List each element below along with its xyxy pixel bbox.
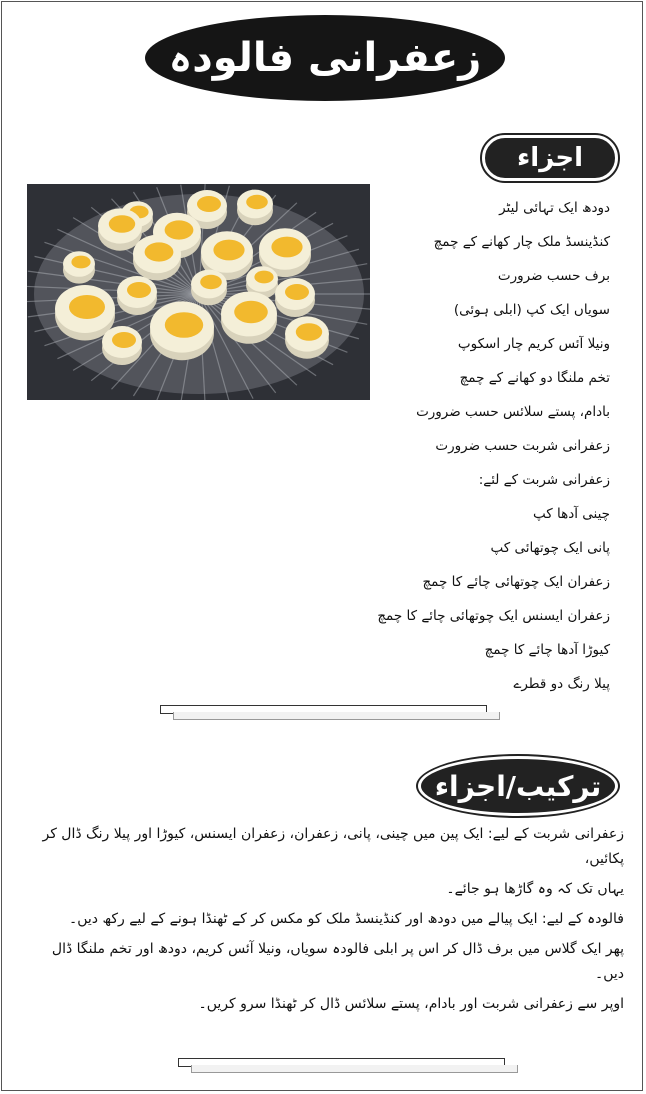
saffron-topping: [271, 237, 302, 258]
saffron-topping: [234, 301, 268, 323]
saffron-topping: [165, 220, 194, 239]
ingredient-item: زعفرانی شربت حسب ضرورت: [435, 438, 610, 454]
saffron-topping: [145, 242, 174, 261]
method-line: فالودہ کے لیے: ایک پیالے میں دودھ اور کنڈینسڈ ملک کو مکس کر کے ٹھنڈا ہونے کے لیے رکھ دیں۔: [69, 911, 624, 927]
ingredient-item: پیلا رنگ دو قطرے: [513, 676, 610, 692]
saffron-topping: [127, 282, 151, 298]
ingredient-item: سویاں ایک کپ (ابلی ہوئی): [453, 302, 610, 318]
ingredient-item: تخم ملنگا دو کھانے کے چمچ: [459, 370, 610, 386]
method-line: پھر ایک گلاس میں برف ڈال کر اس پر ابلی فالودہ سویاں، ونیلا آئس کریم، دودھ اور تخم ملنگا ڈال دیں۔: [51, 941, 624, 982]
ingredient-item: برف حسب ضرورت: [497, 268, 610, 284]
ingredients-list: [377, 196, 610, 706]
method-heading: ترکیب/اجزاء: [418, 756, 618, 816]
method-line: زعفرانی شربت کے لیے: ایک پین میں چینی، پانی، زعفران، زعفران ایسنس، کیوڑا اور پیلا رنگ ڈال کر پکائیں،: [42, 826, 624, 867]
saffron-topping: [165, 312, 203, 338]
saffron-topping: [69, 295, 105, 319]
saffron-topping: [285, 284, 309, 300]
ingredient-item: کنڈینسڈ ملک چار کھانے کے چمچ: [433, 234, 610, 250]
saffron-topping: [246, 195, 268, 209]
method-text: [20, 822, 624, 1022]
method-line: یہاں تک کہ وہ گاڑھا ہو جائے۔: [446, 881, 624, 897]
saffron-topping: [197, 196, 221, 212]
recipe-title: زعفرانی فالودہ: [145, 15, 505, 101]
saffron-topping: [296, 323, 322, 341]
saffron-topping: [71, 256, 90, 269]
saffron-topping: [109, 215, 135, 233]
saffron-topping: [200, 275, 222, 289]
bottom-divider: [178, 1058, 505, 1067]
ingredient-item: کیوڑا آدھا چائے کا چمچ: [484, 642, 610, 658]
ingredient-item: زعفران ایسنس ایک چوتھائی چائے کا چمچ: [377, 608, 610, 624]
ingredient-item: ونیلا آئس کریم چار اسکوپ: [457, 336, 610, 352]
ingredient-item: زعفرانی شربت کے لئے:: [478, 472, 610, 488]
ingredient-item: پانی ایک چوتھائی کپ: [490, 540, 610, 556]
ingredient-item: بادام، پستے سلائس حسب ضرورت: [416, 404, 610, 420]
saffron-topping: [254, 271, 273, 284]
ingredient-item: چینی آدھا کپ: [532, 506, 610, 522]
ingredient-item: زعفران ایک چوتھائی چائے کا چمچ: [422, 574, 610, 590]
ingredients-heading: اجزاء: [482, 135, 618, 181]
method-line: اوپر سے زعفرانی شربت اور بادام، پستے سلائس ڈال کر ٹھنڈا سرو کریں۔: [198, 996, 624, 1012]
ingredient-item: دودھ ایک تہائی لیٹر: [499, 200, 610, 216]
saffron-topping: [112, 332, 136, 348]
saffron-topping: [213, 240, 244, 261]
dessert-image: [27, 184, 370, 400]
falooda-photo: [27, 184, 370, 400]
section-divider: [160, 705, 487, 714]
